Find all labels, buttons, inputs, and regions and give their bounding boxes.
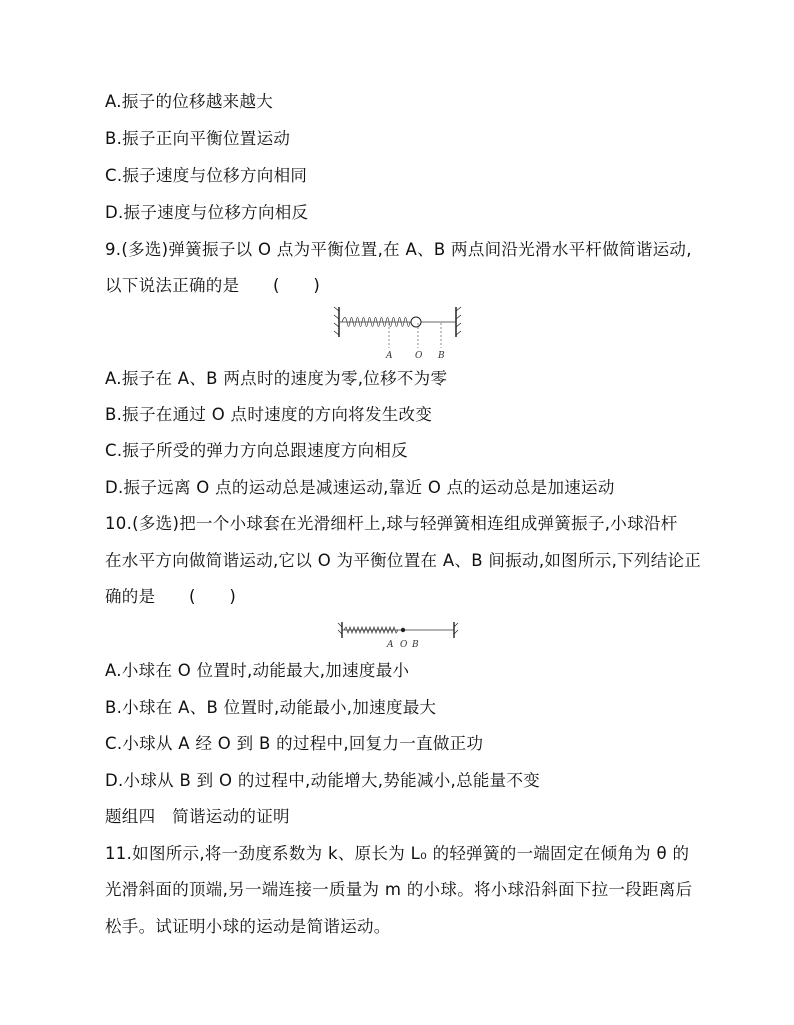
q8-option-d: D.振子速度与位移方向相反 xyxy=(105,203,309,222)
q9-option-d: D.振子远离 O 点的运动总是减速运动,靠近 O 点的运动总是加速运动 xyxy=(105,478,615,497)
q10-option-c: C.小球从 A 经 O 到 B 的过程中,回复力一直做正功 xyxy=(105,734,484,753)
q10-option-b: B.小球在 A、B 位置时,动能最小,加速度最大 xyxy=(105,698,437,717)
q10-option-a: A.小球在 O 位置时,动能最大,加速度最小 xyxy=(105,661,410,680)
group4-heading: 题组四 简谐运动的证明 xyxy=(105,807,290,826)
q9-label-b: B xyxy=(438,351,445,361)
q10-stem-line-1: 10.(多选)把一个小球套在光滑细杆上,球与轻弹簧相连组成弹簧振子,小球沿杆 xyxy=(105,514,678,533)
q9-stem-line-1: 9.(多选)弹簧振子以 O 点为平衡位置,在 A、B 两点间沿光滑水平杆做简谐运动, xyxy=(105,240,692,259)
q9-option-b: B.振子在通过 O 点时速度的方向将发生改变 xyxy=(105,405,433,424)
q10-stem-line-3: 确的是 ( ) xyxy=(105,587,237,606)
q9-label-a: A xyxy=(386,351,393,361)
q10-label-a: A xyxy=(387,640,394,650)
q10-label-b: B xyxy=(412,640,419,650)
q9-option-c: C.振子所受的弹力方向总跟速度方向相反 xyxy=(105,441,408,460)
q11-stem-line-1: 11.如图所示,将一劲度系数为 k、原长为 L₀ 的轻弹簧的一端固定在倾角为 θ 的 xyxy=(105,844,690,863)
q10-stem-line-2: 在水平方向做简谐运动,它以 O 为平衡位置在 A、B 间振动,如图所示,下列结论正 xyxy=(105,551,702,570)
q8-option-a: A.振子的位移越来越大 xyxy=(105,92,274,111)
q9-ball xyxy=(411,317,421,327)
q10-label-o: O xyxy=(400,640,408,650)
q10-spring-ball-rod-figure xyxy=(337,619,460,651)
q10-option-d: D.小球从 B 到 O 的过程中,动能增大,势能减小,总能量不变 xyxy=(105,771,541,790)
q8-option-c: C.振子速度与位移方向相同 xyxy=(105,166,308,185)
q9-label-o: O xyxy=(415,351,423,361)
q9-stem-line-2: 以下说法正确的是 ( ) xyxy=(105,276,321,295)
q11-stem-line-2: 光滑斜面的顶端,另一端连接一质量为 m 的小球。将小球沿斜面下拉一段距离后 xyxy=(105,880,693,899)
q9-spring-oscillator-figure xyxy=(330,305,465,363)
q11-stem-line-3: 松手。试证明小球的运动是简谐运动。 xyxy=(105,917,391,936)
q9-option-a: A.振子在 A、B 两点时的速度为零,位移不为零 xyxy=(105,369,448,388)
q8-option-b: B.振子正向平衡位置运动 xyxy=(105,129,291,148)
q10-ball xyxy=(401,628,405,632)
